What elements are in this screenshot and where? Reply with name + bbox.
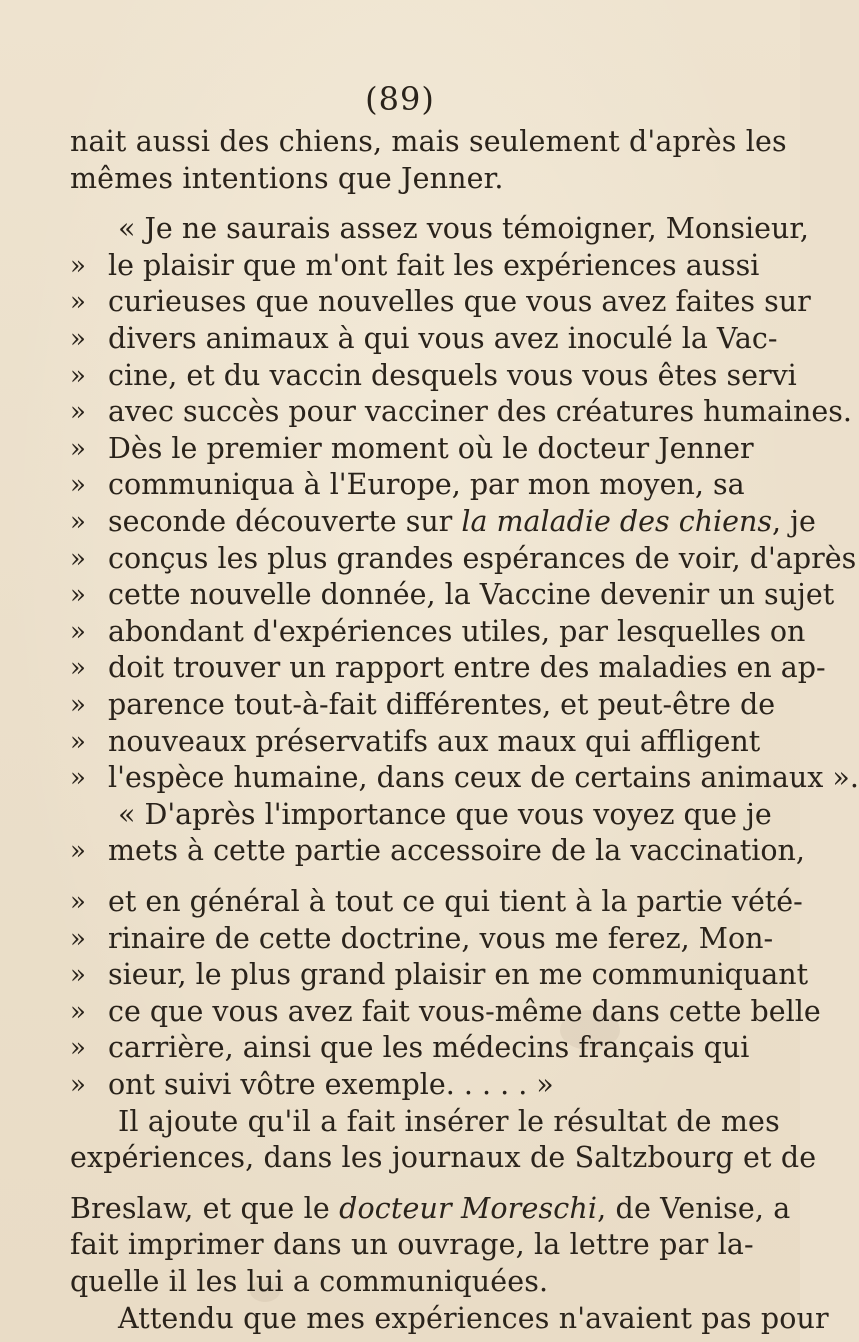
quote-line: ont suivi vôtre exemple. . . . . » — [108, 1068, 554, 1101]
text-line: nait aussi des chiens, mais seulement d'après les — [70, 125, 787, 158]
quote-mark: » — [70, 653, 86, 684]
quote-line: « Je ne saurais assez vous témoigner, Monsieur, — [118, 212, 809, 246]
quote-line: sieur, le plus grand plaisir en me communiquant — [108, 958, 809, 992]
quote-mark: » — [70, 580, 86, 611]
quote-line: et en général à tout ce qui tient à la partie vété- — [108, 885, 803, 918]
quote-line-text: seconde découverte sur — [108, 505, 453, 538]
italic-title: la maladie des chiens — [461, 505, 773, 538]
quote-mark: » — [70, 836, 86, 867]
text-line: expériences, dans les journaux de Saltzbourg et de — [70, 1141, 817, 1175]
quote-mark: » — [70, 1070, 86, 1100]
quote-line-text: , je — [772, 505, 816, 538]
quote-line: communiqua à l'Europe, par mon moyen, sa — [108, 468, 745, 502]
quote-mark: » — [70, 470, 86, 501]
quote-line: curieuses que nouvelles que vous avez faites sur — [108, 285, 811, 319]
quote-line: doit trouver un rapport entre des maladies en ap- — [108, 651, 826, 685]
quote-mark: » — [70, 996, 86, 1027]
quote-mark: » — [70, 287, 86, 318]
quote-mark: » — [70, 250, 86, 281]
quote-mark: » — [70, 324, 86, 354]
quote-mark: » — [70, 507, 86, 537]
quote-line: mets à cette partie accessoire de la vaccination, — [108, 834, 805, 868]
quote-line: avec succès pour vacciner des créatures humaines. — [108, 395, 852, 429]
quote-line: conçus les plus grandes espérances de voir, d'après — [108, 541, 857, 575]
quote-line: nouveaux préservatifs aux maux qui affligent — [108, 724, 761, 758]
quote-mark: » — [70, 690, 86, 720]
quote-line: ce que vous avez fait vous-même dans cette belle — [108, 994, 821, 1028]
quote-line: abondant d'expériences utiles, par lesquelles on — [108, 614, 806, 648]
text-segment: , de Venise, a — [597, 1191, 791, 1225]
quote-line — [108, 504, 816, 540]
quote-line: cine, et du vaccin desquels vous vous êtes servi — [108, 358, 797, 392]
quote-mark: » — [70, 887, 86, 917]
quote-line: parence tout-à-fait différentes, et peut-être de — [108, 688, 776, 721]
quote-mark: » — [70, 543, 86, 574]
quote-line: le plaisir que m'ont fait les expériences aussi — [108, 248, 760, 282]
text-line: quelle il les lui a communiquées. — [70, 1265, 549, 1298]
quote-mark: » — [70, 960, 86, 991]
quote-mark: » — [70, 616, 86, 647]
quote-line: rinaire de cette doctrine, vous me ferez, Mon- — [108, 921, 774, 955]
text-line: Il ajoute qu'il a fait insérer le résultat de mes — [118, 1104, 780, 1138]
text-line: Attendu que mes expériences n'avaient pas pour — [118, 1301, 829, 1335]
quote-mark: » — [70, 1033, 86, 1064]
quote-mark: » — [70, 923, 86, 954]
quote-line: Dès le premier moment où le docteur Jenner — [108, 431, 754, 465]
quote-line: divers animaux à qui vous avez inoculé la Vac- — [108, 322, 778, 355]
page-number: (89) — [365, 80, 435, 118]
quote-mark: » — [70, 726, 86, 757]
text-line: mêmes intentions que Jenner. — [70, 161, 504, 195]
italic-name: docteur Moreschi — [339, 1191, 598, 1225]
quote-line: « D'après l'importance que vous voyez que je — [118, 797, 772, 831]
quote-mark: » — [70, 763, 86, 794]
text-line — [70, 1191, 791, 1227]
quote-line: cette nouvelle donnée, la Vaccine devenir un sujet — [108, 578, 835, 612]
quote-line: l'espèce humaine, dans ceux de certains animaux ». — [108, 761, 859, 795]
text-segment: Breslaw, et que le — [70, 1191, 330, 1225]
quote-line: carrière, ainsi que les médecins français qui — [108, 1031, 750, 1065]
quote-mark: » — [70, 397, 86, 428]
quote-mark: » — [70, 433, 86, 464]
quote-mark: » — [70, 360, 86, 391]
text-line: fait imprimer dans un ouvrage, la lettre par la- — [70, 1228, 754, 1262]
